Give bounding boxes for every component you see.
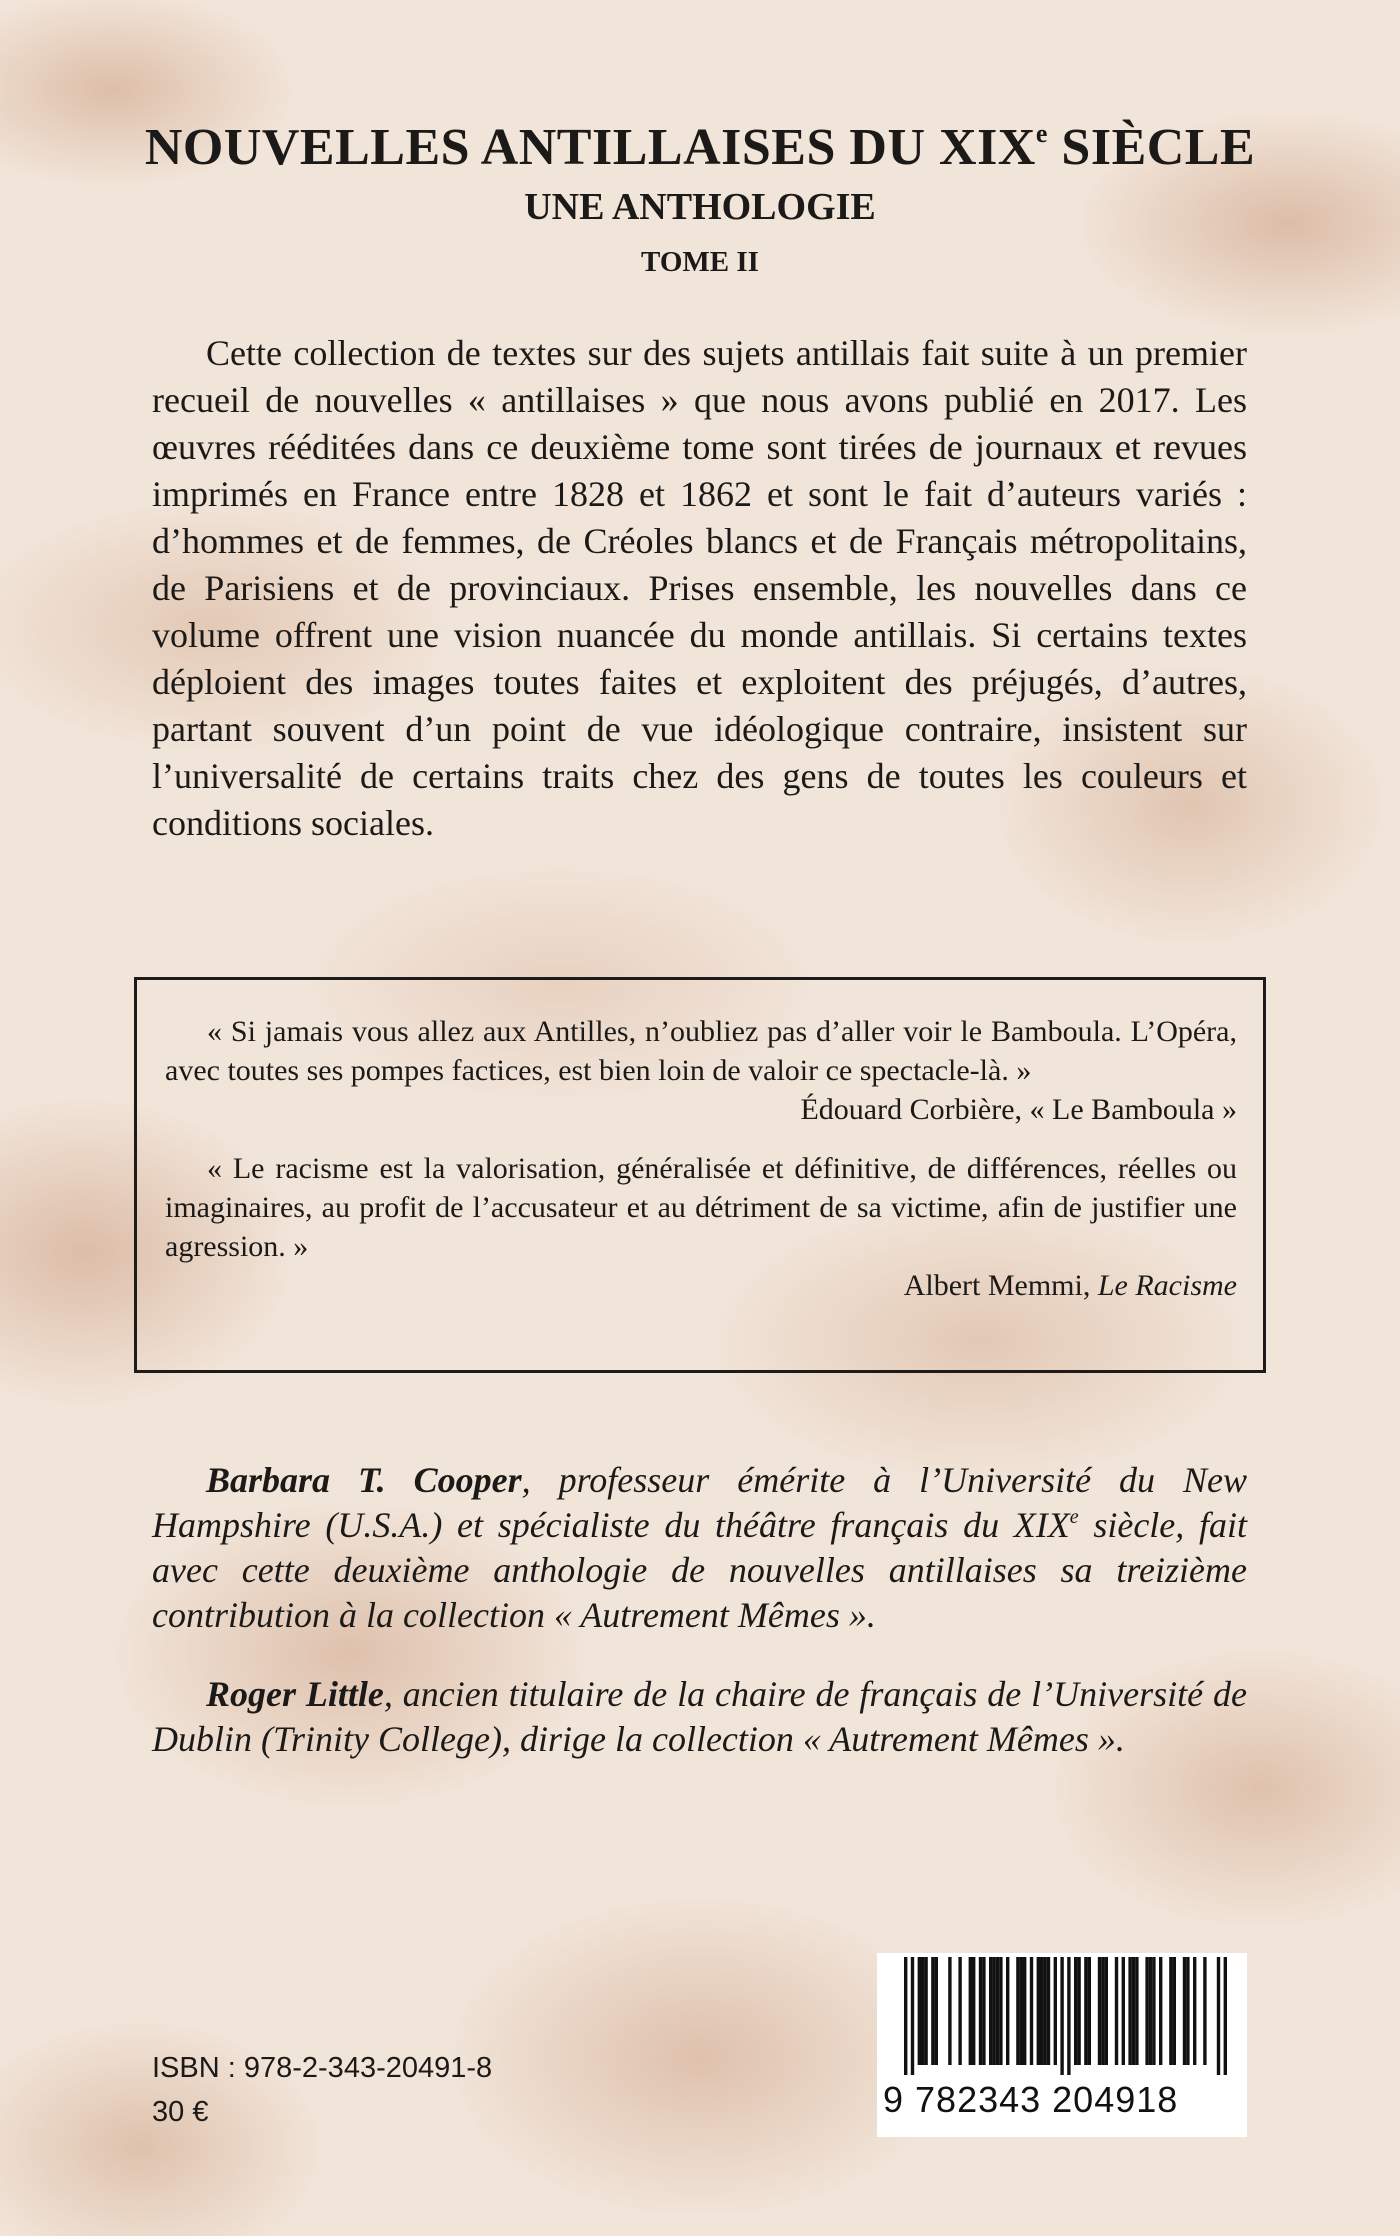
barcode-bar — [1105, 1957, 1108, 2065]
barcode-bar — [1217, 1957, 1220, 2075]
barcode-bar — [999, 1957, 1002, 2065]
barcode-bar — [1145, 1957, 1148, 2065]
barcode-digits: 9 782343 204918 — [883, 2079, 1179, 2120]
barcode-bar — [1135, 1957, 1138, 2065]
barcode-bar — [1115, 1957, 1118, 2065]
author-bio: Barbara T. Cooper, professeur émérite à l’Université du New Hampshire (U.S.A.) et spécialiste du théâtre français du XIXe siècle, fait avec cette deuxième anthologie de nouvelles antillaises sa treizième contribution à la collection « Autrement Mêmes ». — [152, 1460, 1248, 1635]
quote-work-title: Le Racisme — [1097, 1269, 1237, 1302]
barcode-bar — [979, 1957, 982, 2065]
barcode-bar — [1122, 1957, 1125, 2065]
barcode-bar — [948, 1957, 951, 2065]
barcode-bar — [1088, 1957, 1091, 2065]
barcode-bar — [1023, 1957, 1026, 2065]
editor-bio: Roger Little, ancien titulaire de la chaire de français de l’Université de Dublin (Trinity College), dirige la collection « Autrement Mêmes ». — [152, 1674, 1248, 1759]
barcode-bar — [1040, 1957, 1043, 2065]
barcode-bar — [1043, 1957, 1046, 2065]
barcode-bar — [1067, 1957, 1070, 2075]
barcode-bar — [1016, 1957, 1019, 2065]
barcode-bar — [935, 1957, 938, 2065]
barcode-bar — [904, 1957, 907, 2075]
quote-attribution: Albert Memmi, Le Racisme — [903, 1269, 1237, 1302]
barcode-bar — [1169, 1957, 1172, 2065]
barcode-bar — [1224, 1957, 1227, 2075]
title-block — [0, 118, 1400, 282]
isbn: ISBN : 978-2-343-20491-8 — [152, 2052, 493, 2084]
barcode-bar — [1132, 1957, 1135, 2065]
editor-name: Roger Little — [206, 1674, 384, 1714]
barcode-bar — [918, 1957, 921, 2065]
barcode-bar — [989, 1957, 992, 2065]
price: 30 € — [152, 2096, 209, 2128]
volume-label: TOME II — [641, 246, 759, 278]
barcode-bar — [1098, 1957, 1101, 2065]
quote-attribution: Édouard Corbière, « Le Bamboula » — [800, 1093, 1237, 1126]
barcode-bar — [1030, 1957, 1033, 2065]
barcode-bar — [992, 1957, 995, 2065]
barcode-bar — [1047, 1957, 1050, 2065]
barcode-bar — [1020, 1957, 1023, 2065]
barcode-bar — [1074, 1957, 1077, 2065]
barcode-bar — [1128, 1957, 1131, 2065]
quote-text: « Le racisme est la valorisation, généralisée et définitive, de différences, réelles ou imaginaires, au profit de l’accusateur et au détriment de sa victime, afin de justifier une agression. » — [165, 1152, 1237, 1263]
intro-paragraph: Cette collection de textes sur des sujets antillais fait suite à un premier recueil de nouvelles « antillaises » que nous avons publié en 2017. Les œuvres rééditées dans ce deuxième tome sont tirées de journaux et revues imprimés en France entre 1828 et 1862 et sont le fait d’auteurs variés : d’hommes et de femmes, de Créoles blancs et de Français métropolitains, de Parisiens et de provinciaux. Prises ensemble, les nouvelles dans ce volume offrent une vision nuancée du monde antillais. Si certains textes déploient des images toutes faites et exploitent des préjugés, d’autres, partant souvent d’un point de vue idéologique contraire, insistent sur l’universalité de certains traits chez des gens de toutes les couleurs et conditions sociales. — [152, 333, 1247, 843]
barcode-bar — [1054, 1957, 1057, 2065]
barcode-bar — [982, 1957, 985, 2065]
book-title: NOUVELLES ANTILLAISES DU XIXe SIÈCLE — [144, 119, 1256, 176]
barcode-bar — [972, 1957, 975, 2065]
barcode-bar — [921, 1957, 924, 2065]
barcode-bar — [1037, 1957, 1040, 2065]
author-name: Barbara T. Cooper — [206, 1460, 522, 1500]
barcode-bar — [1152, 1957, 1155, 2065]
barcode-bar — [1077, 1957, 1080, 2065]
barcode-bar — [1173, 1957, 1176, 2065]
barcode-bar — [958, 1957, 961, 2065]
quote-box — [134, 977, 1266, 1373]
barcode-bar — [1193, 1957, 1196, 2065]
barcode-bar — [969, 1957, 972, 2065]
barcode-bars — [879, 1957, 1245, 2077]
barcode-bar — [931, 1957, 934, 2065]
barcode-bar — [1183, 1957, 1186, 2065]
barcode-bar — [1149, 1957, 1152, 2065]
barcode-bar — [1084, 1957, 1087, 2065]
barcode-bar — [996, 1957, 999, 2065]
barcode-bar — [1101, 1957, 1104, 2065]
barcode-bar — [1060, 1957, 1063, 2075]
barcode-bar — [1203, 1957, 1206, 2065]
barcode-bar — [1006, 1957, 1009, 2065]
barcode — [877, 1953, 1247, 2137]
barcode-bar — [1186, 1957, 1189, 2065]
barcode-bar — [911, 1957, 914, 2075]
book-subtitle: UNE ANTHOLOGIE — [524, 186, 876, 228]
quote-text: « Si jamais vous allez aux Antilles, n’oubliez pas d’aller voir le Bamboula. L’Opéra, avec toutes ses pompes factices, est bien loin de valoir ce spectacle-là. » — [165, 1015, 1237, 1087]
barcode-bar — [924, 1957, 927, 2065]
barcode-bar — [1159, 1957, 1162, 2065]
